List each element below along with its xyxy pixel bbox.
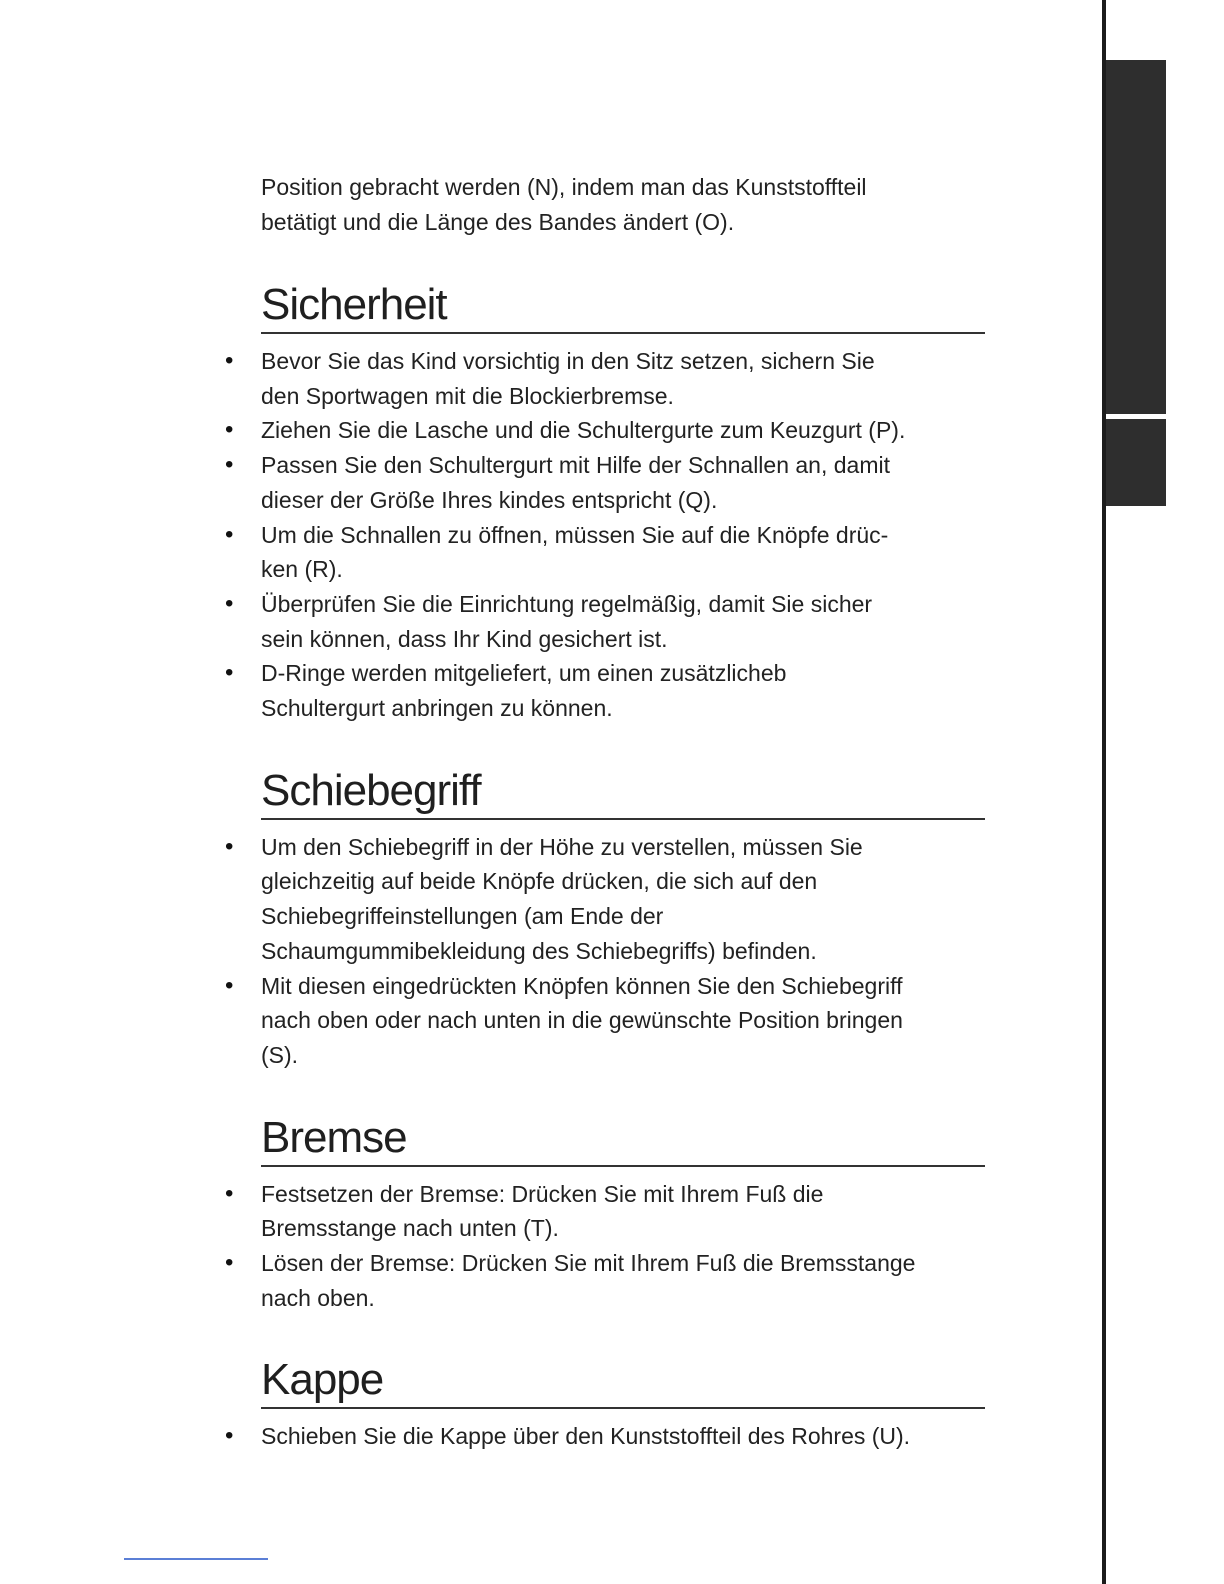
chapter-tab-dark-lower: [1106, 419, 1166, 506]
list-item: [261, 1419, 991, 1454]
section-title: Bremse: [261, 1113, 985, 1167]
section-title: Schiebegriff: [261, 766, 985, 820]
footer-link-underline: [124, 1558, 268, 1560]
section-title: Sicherheit: [261, 280, 985, 334]
bullet-list: [261, 830, 991, 1073]
list-item-line: Festsetzen der Bremse: Drücken Sie mit Ihrem Fuß die: [261, 1180, 824, 1207]
intro-line: Position gebracht werden (N), indem man das Kunststoffteil: [261, 174, 867, 200]
chapter-tab-dark: [1106, 60, 1166, 414]
bullet-list: [261, 1177, 991, 1316]
section-sicherheit: [261, 280, 991, 726]
list-item: [261, 448, 991, 517]
list-item-line: Ziehen Sie die Lasche und die Schultergurte zum Keuzgurt (P).: [261, 417, 906, 444]
list-item: [261, 518, 991, 587]
section-title: Kappe: [261, 1355, 985, 1409]
section-schiebegriff: [261, 766, 991, 1073]
intro-line: betätigt und die Länge des Bandes ändert (O).: [261, 209, 735, 235]
list-item: [261, 344, 991, 413]
list-item-line: nach oben.: [261, 1284, 375, 1311]
list-item-line: Um die Schnallen zu öffnen, müssen Sie auf die Knöpfe drüc-: [261, 521, 889, 548]
list-item-line: Schieben Sie die Kappe über den Kunststoffteil des Rohres (U).: [261, 1423, 911, 1450]
list-item-line: ken (R).: [261, 556, 343, 583]
list-item-line: Um den Schiebegriff in der Höhe zu verstellen, müssen Sie: [261, 833, 863, 860]
list-item-line: Lösen der Bremse: Drücken Sie mit Ihrem Fuß die Bremsstange: [261, 1250, 916, 1277]
list-item-line: gleichzeitig auf beide Knöpfe drücken, die sich auf den: [261, 868, 818, 895]
intro-paragraph: [261, 170, 991, 240]
list-item-line: (S).: [261, 1041, 299, 1068]
list-item-line: Überprüfen Sie die Einrichtung regelmäßig, damit Sie sicher: [261, 590, 873, 617]
bullet-list: [261, 1419, 991, 1454]
list-item-line: den Sportwagen mit die Blockierbremse.: [261, 382, 674, 409]
list-item-line: Bevor Sie das Kind vorsichtig in den Sitz setzen, sichern Sie: [261, 348, 875, 374]
list-item-line: nach oben oder nach unten in die gewünschte Position bringen: [261, 1007, 903, 1034]
list-item-line: Mit diesen eingedrückten Knöpfen können Sie den Schiebegriff: [261, 972, 903, 999]
list-item-line: sein können, dass Ihr Kind gesichert ist.: [261, 625, 668, 652]
list-item: [261, 587, 991, 656]
list-item-line: Schultergurt anbringen zu können.: [261, 695, 613, 722]
section-bremse: [261, 1113, 991, 1316]
list-item-line: Passen Sie den Schultergurt mit Hilfe der Schnallen an, damit: [261, 452, 890, 479]
list-item: [261, 656, 991, 725]
list-item: [261, 969, 991, 1073]
list-item-line: Bremsstange nach unten (T).: [261, 1215, 559, 1242]
manual-page-content: [261, 170, 991, 1454]
bullet-list: [261, 344, 991, 726]
list-item-line: Schaumgummibekleidung des Schiebegriffs) befinden.: [261, 937, 817, 964]
list-item: [261, 830, 991, 969]
section-kappe: [261, 1355, 991, 1454]
list-item-line: D-Ringe werden mitgeliefert, um einen zusätzlicheb: [261, 660, 787, 687]
list-item-line: dieser der Größe Ihres kindes entspricht (Q).: [261, 486, 718, 513]
list-item: [261, 413, 991, 448]
list-item: [261, 1246, 991, 1315]
list-item: [261, 1177, 991, 1246]
list-item-line: Schiebegriffeinstellungen (am Ende der: [261, 903, 664, 930]
